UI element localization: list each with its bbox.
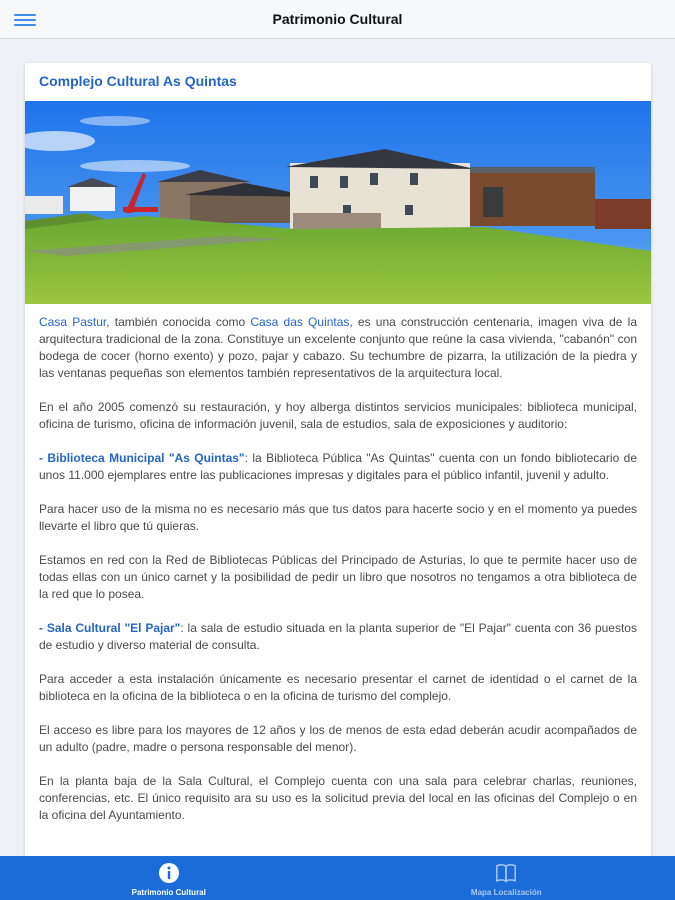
nav-patrimonio-cultural[interactable] — [0, 856, 338, 900]
bottom-navigation — [0, 856, 675, 900]
paragraph-library: - Biblioteca Municipal "As Quintas": la Biblioteca Pública "As Quintas" cuenta con un fondo bibliotecario de unos 11.000 ejemplares entre las publicaciones impresas y digitales para el público infantil, juvenil y adulto. — [39, 451, 638, 482]
app-bar — [0, 0, 675, 39]
page-title: Patrimonio Cultural — [272, 11, 403, 27]
nav-label-patrimonio: Patrimonio Cultural — [131, 888, 206, 897]
heritage-card — [25, 63, 651, 856]
paragraph-meeting-room: En la planta baja de la Sala Cultural, el Complejo cuenta con una sala para celebrar charlas, reuniones, conferencias, etc. El único requisito ara su uso es la solicitud previa del local en las oficinas del Complejo o en la oficina del Ayuntamiento. — [39, 774, 637, 822]
book-icon — [495, 862, 517, 884]
paragraph-access-age: El acceso es libre para los mayores de 12 años y los de menos de esta edad deberán acudir acompañados de un adulto (padre, madre o persona responsable del menor). — [39, 723, 637, 754]
nav-label-mapa: Mapa Localización — [470, 888, 542, 897]
paragraph-membership: Para hacer uso de la misma no es necesario más que tus datos para hacerte socio y en el momento ya puedes llevarte el libro que tú quieras. — [39, 502, 637, 533]
info-icon — [158, 862, 180, 884]
casa-das-quintas-link[interactable]: Casa das Quintas — [250, 315, 350, 329]
card-title: Complejo Cultural As Quintas — [39, 73, 237, 89]
paragraph-network: Estamos en red con la Red de Bibliotecas Públicas del Principado de Asturias, lo que te permite hacer uso de todas ellas con un único carnet y la posibilidad de pedir un libro que nosotros no tengamos a otra biblioteca de la red que lo posea. — [39, 553, 637, 601]
study-room-heading: - Sala Cultural "El Pajar" — [39, 621, 181, 635]
content-scroll-area[interactable] — [0, 40, 675, 856]
paragraph-access-id: Para acceder a esta instalación únicamente es necesario presentar el carnet de identidad o el carnet de la biblioteca en la oficina de la biblioteca o en la oficina de turismo del complejo. — [39, 672, 637, 703]
nav-mapa-localizacion[interactable] — [338, 856, 675, 900]
casa-pastur-link[interactable]: Casa Pastur — [39, 315, 107, 329]
paragraph-restoration: En el año 2005 comenzó su restauración, y hoy alberga distintos servicios municipales: biblioteca municipal, oficina de turismo, oficina de información juvenil, sala de estudios, sala de exposiciones y auditorio: — [39, 400, 637, 431]
paragraph-study-room: - Sala Cultural "El Pajar": la sala de estudio situada en la planta superior de "El Pajar" cuenta con 36 puestos de estudio y diverso material de consulta. — [39, 621, 637, 652]
library-heading: - Biblioteca Municipal "As Quintas" — [39, 451, 245, 465]
hamburger-menu-icon[interactable] — [14, 11, 36, 28]
paragraph-intro: Casa Pastur, también conocida como Casa das Quintas, es una construcción centenaria, imagen viva de la arquitectura tradicional de la zona. Constituye un excelente conjunto que reúne la casa vivienda, "cabanón" con bodega de cocer (horno exento) y pozo, pajar y cabazo. Su techumbre de pizarra, la utilización de la piedra y las ventanas pequeñas son elementos también representativos de la arquitectura local. — [39, 315, 637, 380]
description-text — [25, 304, 651, 824]
complex-photo — [25, 101, 651, 304]
